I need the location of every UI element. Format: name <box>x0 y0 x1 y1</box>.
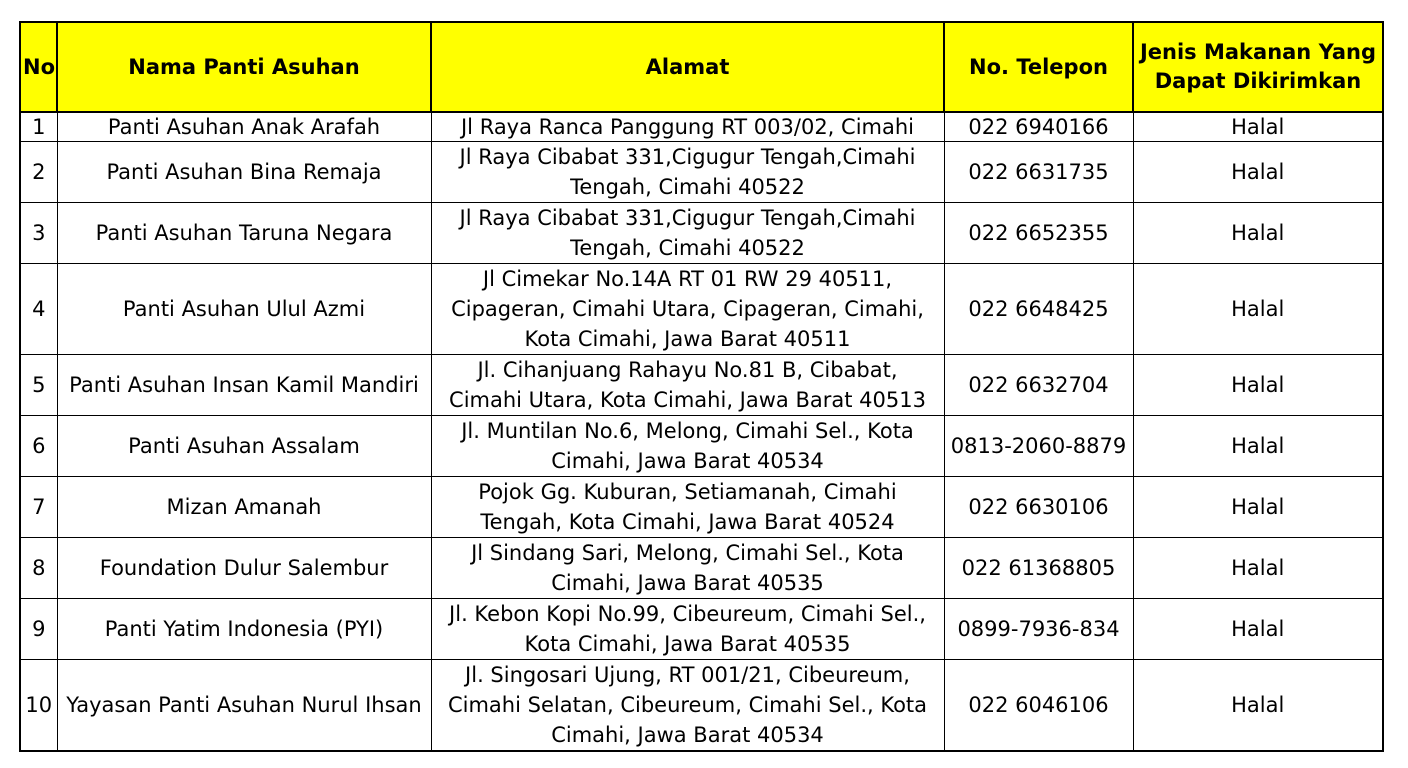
cell-telepon[interactable]: 022 6630106 <box>944 477 1133 538</box>
cell-no[interactable]: 5 <box>20 355 57 416</box>
cell-alamat[interactable]: Pojok Gg. Kuburan, Setiamanah, Cimahi Tengah, Kota Cimahi, Jawa Barat 40524 <box>431 477 944 538</box>
header-telepon[interactable]: No. Telepon <box>944 22 1133 112</box>
table-row <box>20 112 1383 142</box>
cell-telepon[interactable]: 022 61368805 <box>944 538 1133 599</box>
table-row <box>20 477 1383 538</box>
header-row <box>20 22 1383 112</box>
cell-jenis[interactable]: Halal <box>1133 599 1383 660</box>
cell-nama[interactable]: Panti Yatim Indonesia (PYI) <box>57 599 431 660</box>
table-row <box>20 416 1383 477</box>
cell-no[interactable]: 9 <box>20 599 57 660</box>
cell-jenis[interactable]: Halal <box>1133 660 1383 752</box>
cell-jenis[interactable]: Halal <box>1133 203 1383 264</box>
cell-no[interactable]: 6 <box>20 416 57 477</box>
cell-nama[interactable]: Panti Asuhan Ulul Azmi <box>57 264 431 355</box>
table-row <box>20 599 1383 660</box>
cell-telepon[interactable]: 022 6631735 <box>944 142 1133 203</box>
cell-telepon[interactable]: 0813-2060-8879 <box>944 416 1133 477</box>
cell-telepon[interactable]: 022 6652355 <box>944 203 1133 264</box>
cell-jenis[interactable]: Halal <box>1133 355 1383 416</box>
cell-telepon[interactable]: 022 6046106 <box>944 660 1133 752</box>
cell-jenis[interactable]: Halal <box>1133 142 1383 203</box>
cell-no[interactable]: 4 <box>20 264 57 355</box>
table-row <box>20 355 1383 416</box>
cell-no[interactable]: 3 <box>20 203 57 264</box>
cell-nama[interactable]: Yayasan Panti Asuhan Nurul Ihsan <box>57 660 431 752</box>
cell-nama[interactable]: Panti Asuhan Anak Arafah <box>57 112 431 142</box>
cell-no[interactable]: 1 <box>20 112 57 142</box>
table-row <box>20 264 1383 355</box>
table-row <box>20 142 1383 203</box>
table-row <box>20 203 1383 264</box>
cell-telepon[interactable]: 022 6632704 <box>944 355 1133 416</box>
cell-nama[interactable]: Panti Asuhan Assalam <box>57 416 431 477</box>
cell-jenis[interactable]: Halal <box>1133 477 1383 538</box>
cell-alamat[interactable]: Jl Cimekar No.14A RT 01 RW 29 40511, Cipageran, Cimahi Utara, Cipageran, Cimahi, Kota Cimahi, Jawa Barat 40511 <box>431 264 944 355</box>
table-row <box>20 660 1383 752</box>
cell-alamat[interactable]: Jl Raya Cibabat 331,Cigugur Tengah,Cimahi Tengah, Cimahi 40522 <box>431 203 944 264</box>
cell-nama[interactable]: Foundation Dulur Salembur <box>57 538 431 599</box>
cell-jenis[interactable]: Halal <box>1133 264 1383 355</box>
table-row <box>20 538 1383 599</box>
cell-jenis[interactable]: Halal <box>1133 416 1383 477</box>
cell-nama[interactable]: Panti Asuhan Bina Remaja <box>57 142 431 203</box>
cell-no[interactable]: 8 <box>20 538 57 599</box>
cell-nama[interactable]: Panti Asuhan Insan Kamil Mandiri <box>57 355 431 416</box>
header-jenis[interactable]: Jenis Makanan Yang Dapat Dikirimkan <box>1133 22 1383 112</box>
cell-alamat[interactable]: Jl. Cihanjuang Rahayu No.81 B, Cibabat, Cimahi Utara, Kota Cimahi, Jawa Barat 40513 <box>431 355 944 416</box>
cell-alamat[interactable]: Jl Sindang Sari, Melong, Cimahi Sel., Kota Cimahi, Jawa Barat 40535 <box>431 538 944 599</box>
cell-jenis[interactable]: Halal <box>1133 538 1383 599</box>
cell-alamat[interactable]: Jl. Singosari Ujung, RT 001/21, Cibeureum, Cimahi Selatan, Cibeureum, Cimahi Sel., Kota Cimahi, Jawa Barat 40534 <box>431 660 944 752</box>
cell-no[interactable]: 2 <box>20 142 57 203</box>
cell-alamat[interactable]: Jl. Kebon Kopi No.99, Cibeureum, Cimahi Sel., Kota Cimahi, Jawa Barat 40535 <box>431 599 944 660</box>
cell-telepon[interactable]: 0899-7936-834 <box>944 599 1133 660</box>
cell-jenis[interactable]: Halal <box>1133 112 1383 142</box>
cell-nama[interactable]: Mizan Amanah <box>57 477 431 538</box>
header-nama[interactable]: Nama Panti Asuhan <box>57 22 431 112</box>
header-no[interactable]: No <box>20 22 57 112</box>
cell-no[interactable]: 7 <box>20 477 57 538</box>
cell-alamat[interactable]: Jl Raya Cibabat 331,Cigugur Tengah,Cimahi Tengah, Cimahi 40522 <box>431 142 944 203</box>
cell-telepon[interactable]: 022 6940166 <box>944 112 1133 142</box>
cell-alamat[interactable]: Jl. Muntilan No.6, Melong, Cimahi Sel., Kota Cimahi, Jawa Barat 40534 <box>431 416 944 477</box>
orphanage-table <box>19 21 1384 752</box>
cell-nama[interactable]: Panti Asuhan Taruna Negara <box>57 203 431 264</box>
cell-no[interactable]: 10 <box>20 660 57 752</box>
cell-telepon[interactable]: 022 6648425 <box>944 264 1133 355</box>
header-alamat[interactable]: Alamat <box>431 22 944 112</box>
cell-alamat[interactable]: Jl Raya Ranca Panggung RT 003/02, Cimahi <box>431 112 944 142</box>
